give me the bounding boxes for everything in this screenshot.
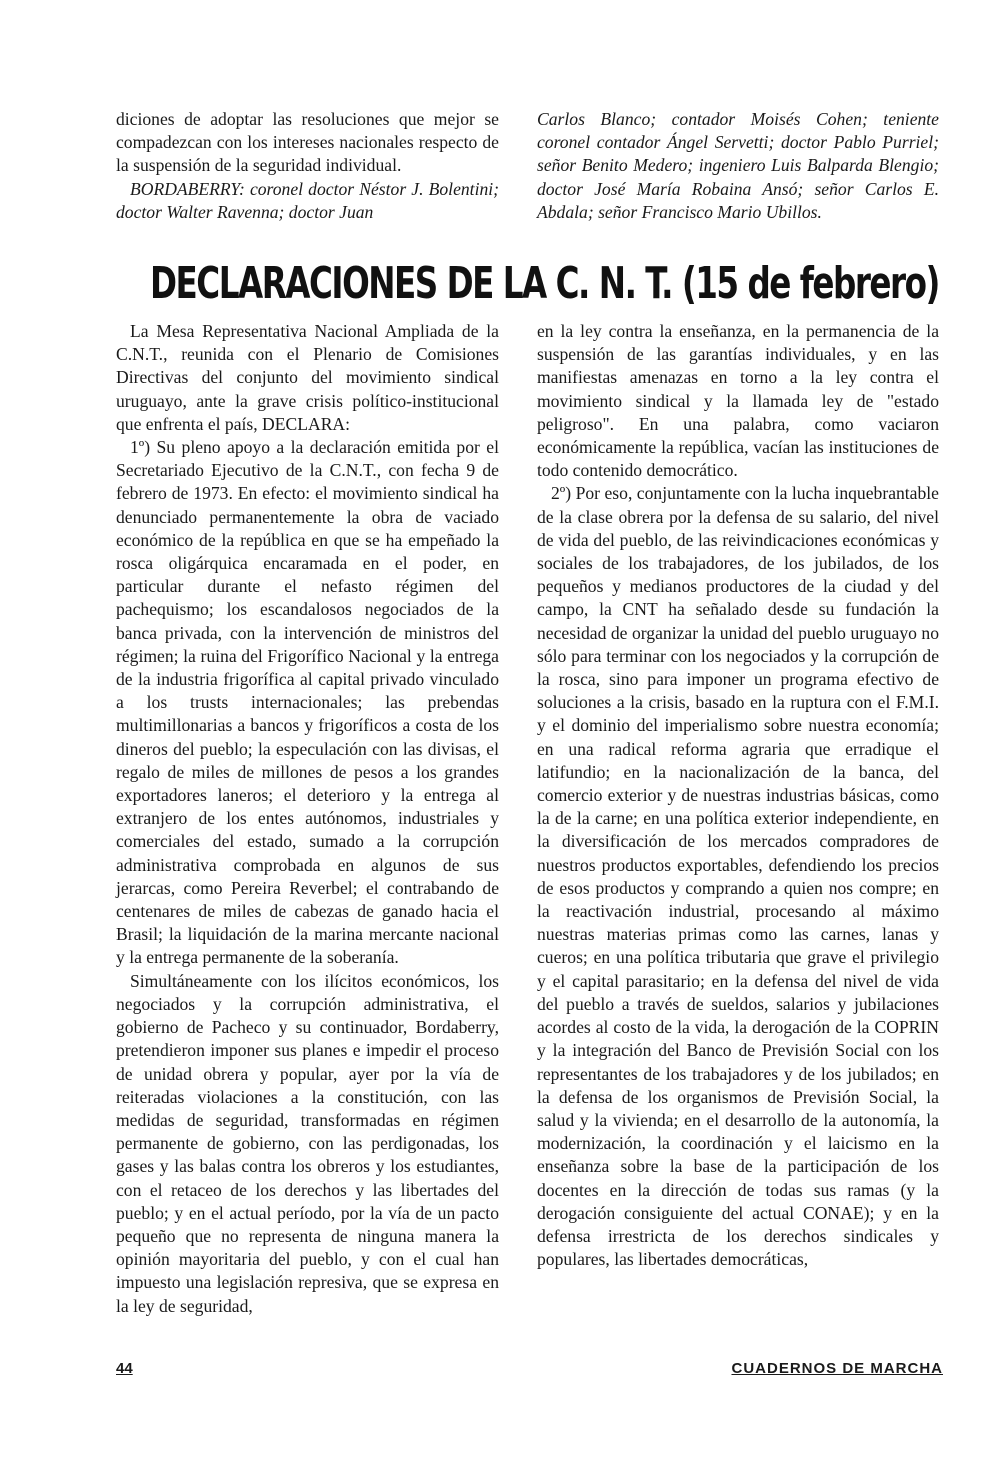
paragraph: Simultáneamente con los ilícitos económicos, los negociados y la corrupción administrativa, el gobierno de Pacheco y su continuador, Bordaberry, pretendieron imponer sus planes e impedir el proceso de unidad obrera y popular, ayer por la vía de reiteradas violaciones a la constitución, con las medidas de seguridad, transformadas en régimen permanente de gobierno, con las perdigonadas, los gases y las balas contra los obreros y los estudiantes, con el retaceo de los derechos y las libertades del pueblo; y en el actual período, por la vía de un pacto pequeño que no representa de ninguna manera la opinión mayoritaria del pueblo, y con el cual han impuesto una legislación represiva, que se expresa en la ley de seguridad, xyxy=(116,970,499,1316)
magazine-title: CUADERNOS DE MARCHA xyxy=(731,1360,943,1377)
page-number: 44 xyxy=(116,1360,133,1377)
paragraph: La Mesa Representativa Nacional Ampliada de la C.N.T., reunida con el Plenario de Comisiones Directivas del conjunto del movimiento sindical uruguayo, ante la grave crisis político-institucional que enfrenta el país, DECLARA: xyxy=(116,321,499,434)
top-right-column xyxy=(537,108,939,224)
paragraph: 2º) Por eso, conjuntamente con la lucha inquebrantable de la clase obrera por la defensa de su salario, del nivel de vida del pueblo, de las reivindicaciones económicas y sociales de los trabajadores, de los jubilados, de los pequeños y medianos productores de la ciudad y del campo, la CNT ha señalado desde su fundación la necesidad de organizar la unidad del pueblo uruguayo no sólo para terminar con los negociados y la corrupción de la rosca, sino para imponer un programa efectivo de soluciones a la crisis, basado en la ruptura con el F.M.I. y el dominio del imperialismo sobre nuestra economía; en una radical reforma agraria que erradique el latifundio; en la nacionalización de la banca, del comercio exterior y de nuestras industrias básicas, como la de la carne; en una política exterior independiente, en la diversificación de los mercados compradores de nuestros productos exportables, defendiendo los precios de esos productos y comprando a quien nos compre; en la reactivación industrial, procesando al máximo nuestras materias primas como las carnes, lanas y cueros; en una política tributaria que grave el privilegio y el capital parasitario; en la defensa del nivel de vida del pueblo a través de sueldos, salarios y jubilaciones acordes al costo de la vida, la derogación de la COPRIN y la integración del Banco de Previsión Social con los representantes de los trabajadores y de los jubilados; en la defensa de los organismos de Previsión Social, la salud y la vivienda; en el desarrollo de la autonomía, la modernización, la coordinación y el laicismo en la enseñanza sobre la base de la participación de los docentes en la dirección de todas sus ramas (y la derogación consiguiente del actual CONAE); y en la defensa irrestricta de los derechos sindicales y populares, las libertades democráticas, xyxy=(537,483,939,1270)
paragraph: diciones de adoptar las resoluciones que mejor se compadezcan con los intereses nacionales respecto de la suspensión de la seguridad individual. xyxy=(116,109,499,176)
top-left-column xyxy=(116,108,499,224)
council-members-list: BORDABERRY: coronel doctor Néstor J. Bolentini; doctor Walter Ravenna; doctor Juan xyxy=(116,178,499,222)
article-right-column xyxy=(537,320,939,1271)
article-headline: DECLARACIONES DE LA C. N. T. (15 de febrero) xyxy=(150,258,939,309)
paragraph: en la ley contra la enseñanza, en la permanencia de la suspensión de las garantías individuales, y en las manifiestas amenazas en torno a la ley contra el movimiento sindical y la llamada ley de "estado peligroso". En una palabra, como vaciaron económicamente la república, vacían las instituciones de todo contenido democrático. xyxy=(537,321,939,481)
council-members-list-continued: Carlos Blanco; contador Moisés Cohen; teniente coronel contador Ángel Servetti; doctor Pablo Purriel; señor Benito Medero; ingeniero Luis Balparda Blengio; doctor José María Robaina Ansó; señor Carlos E. Abdala; señor Francisco Mario Ubillos. xyxy=(537,109,939,222)
paragraph: 1º) Su pleno apoyo a la declaración emitida por el Secretariado Ejecutivo de la C.N.T., con fecha 9 de febrero de 1973. En efecto: el movimiento sindical ha denunciado permanentemente la obra de vaciado económico de la república en que se ha empeñado la rosca oligárquica encaramada en el poder, en particular durante el nefasto régimen del pachequismo; los escandalosos negociados de la banca privada, con la intervención de ministros del régimen; la ruina del Frigorífico Nacional y la entrega de la industria frigorífica al capital privado vinculado a los trusts internacionales; las prebendas multimillonarias a bancos y frigoríficos a costa de los dineros del pueblo; la especulación con las divisas, el regalo de miles de millones de pesos a los grandes exportadores laneros; el deterioro y la entrega al extranjero de los entes autónomos, industriales y comerciales del estado, sumado a la corrupción administrativa comprobada en algunos de sus jerarcas, como Pereira Reverbel; el contrabando de centenares de miles de cabezas de ganado hacia el Brasil; la liquidación de la marina mercante nacional y la entrega permanente de la soberanía. xyxy=(116,437,499,968)
article-left-column xyxy=(116,320,499,1318)
